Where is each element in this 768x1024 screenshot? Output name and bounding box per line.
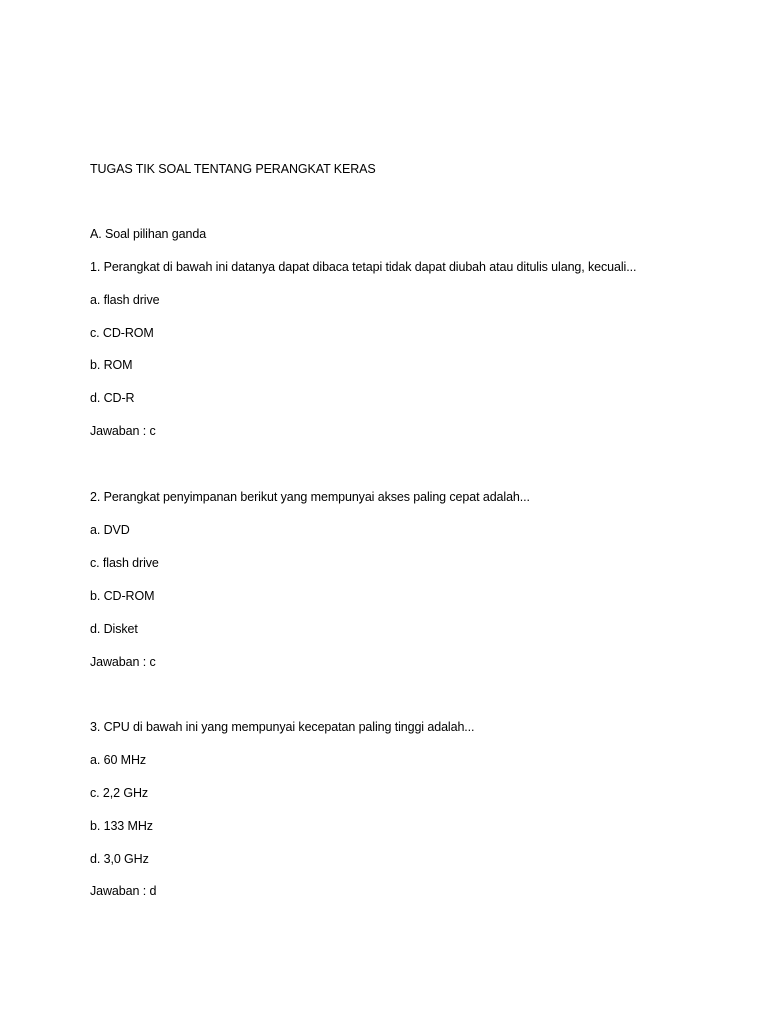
question-3-option-d: d. 3,0 GHz: [90, 852, 149, 866]
question-2-option-d: d. Disket: [90, 622, 138, 636]
document-title: TUGAS TIK SOAL TENTANG PERANGKAT KERAS: [90, 162, 376, 176]
question-3-text: 3. CPU di bawah ini yang mempunyai kecepatan paling tinggi adalah...: [90, 720, 475, 734]
question-2-option-b: b. CD-ROM: [90, 589, 155, 603]
question-3-answer: Jawaban : d: [90, 884, 157, 898]
question-2-option-c: c. flash drive: [90, 556, 159, 570]
question-1-option-b: b. ROM: [90, 358, 133, 372]
section-heading: A. Soal pilihan ganda: [90, 227, 207, 241]
question-2-option-a: a. DVD: [90, 523, 130, 537]
question-1-option-d: d. CD-R: [90, 391, 135, 405]
question-2-text: 2. Perangkat penyimpanan berikut yang mempunyai akses paling cepat adalah...: [90, 490, 530, 504]
question-1-text: 1. Perangkat di bawah ini datanya dapat dibaca tetapi tidak dapat diubah atau ditulis ulang, kecuali...: [90, 260, 637, 274]
question-1-answer: Jawaban : c: [90, 424, 156, 438]
question-2-answer: Jawaban : c: [90, 655, 156, 669]
question-3-option-a: a. 60 MHz: [90, 753, 147, 767]
question-3-option-c: c. 2,2 GHz: [90, 786, 149, 800]
question-3-option-b: b. 133 MHz: [90, 819, 153, 833]
question-1-option-a: a. flash drive: [90, 293, 160, 307]
question-1-option-c: c. CD-ROM: [90, 326, 154, 340]
